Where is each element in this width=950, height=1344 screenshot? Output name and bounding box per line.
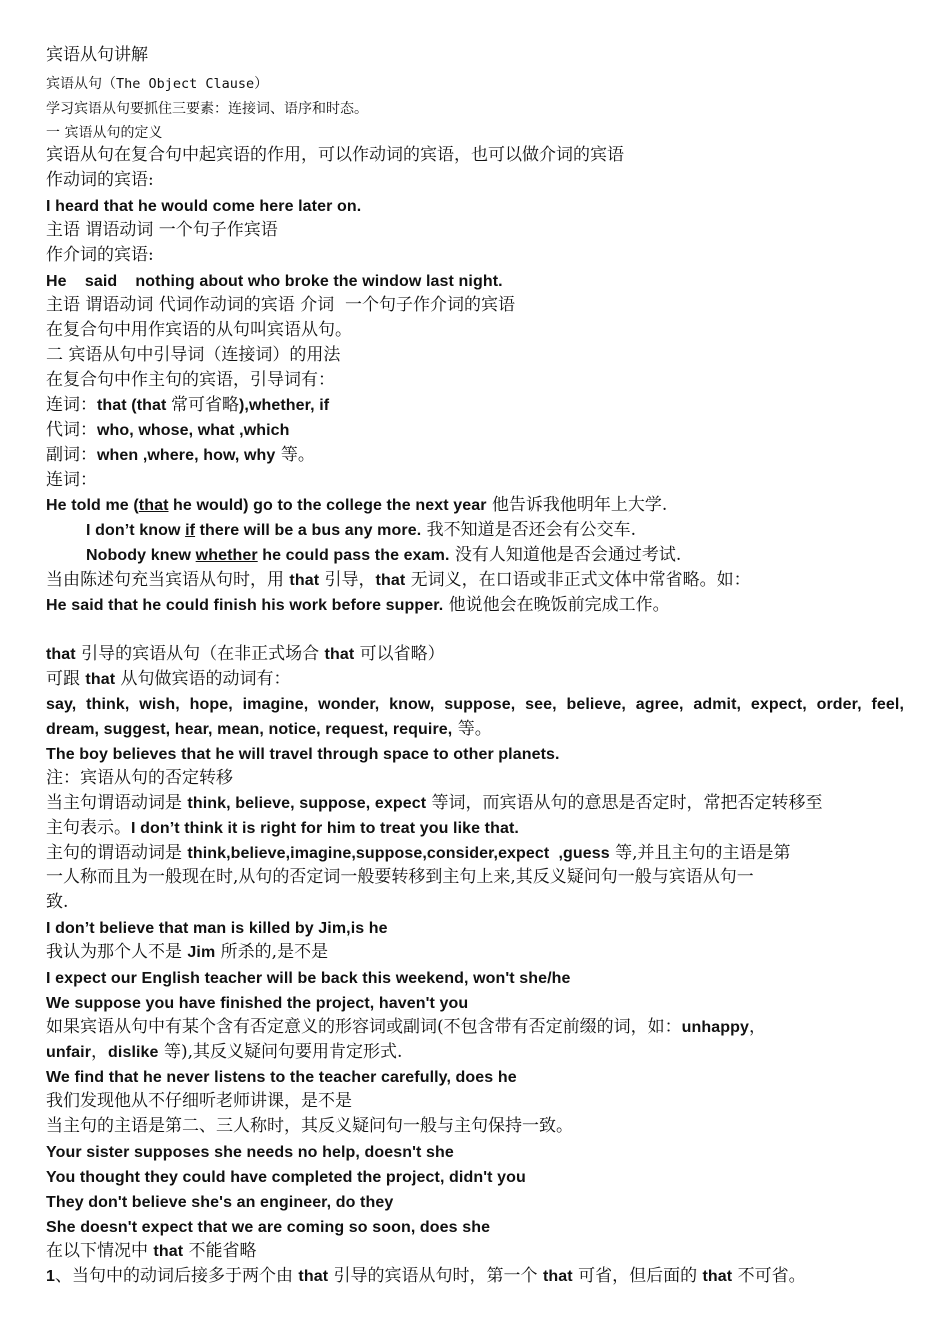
adverb-etc: 等。 <box>275 445 315 465</box>
third-person-rule: 当主句的主语是第二、三人称时，其反义疑问句一般与主句保持一致。 <box>46 1116 573 1136</box>
example-5-part-b: he could pass the exam. <box>257 547 450 564</box>
example-8-cn-jim: Jim <box>187 944 216 961</box>
statement-rule <box>46 569 751 592</box>
verb-list-line-1: say, think, wish, hope, imagine, wonder, know, suppose, see, believe, agree, admit, expect, order, feel, <box>46 696 904 713</box>
example-3-part-b: he would) go to the college the next year <box>168 497 487 514</box>
conjunction-that: that (that <box>97 397 171 414</box>
section-2-intro: 在复合句中作主句的宾语，引导词有： <box>46 370 335 390</box>
example-5-part-a: Nobody knew <box>86 547 196 564</box>
example-8-translation <box>46 941 328 964</box>
rule-1-b: 引导的宾语从句时，第一个 <box>328 1266 543 1286</box>
example-2-gloss: 主语 谓语动词 代词作动词的宾语 介词 一个句子作介词的宾语 <box>46 295 516 315</box>
verbs-intro-that: that <box>85 671 116 688</box>
that-heading-word: that <box>46 646 76 663</box>
example-7: The boy believes that he will travel through space to other planets. <box>46 746 560 763</box>
negation-rule-1-a: 当主句谓语动词是 <box>46 793 188 813</box>
that-heading-word-2: that <box>324 646 355 663</box>
example-10: We suppose you have finished the project, haven't you <box>46 995 469 1012</box>
example-8: I don’t believe that man is killed by Jim,is he <box>46 920 388 937</box>
example-4-underlined: if <box>185 522 196 539</box>
title-text: 宾语从句讲解 <box>46 45 148 65</box>
rule-1-c: 可省，但后面的 <box>572 1266 703 1286</box>
adverb-row <box>46 444 315 467</box>
verbs-intro-b: 从句做宾语的动词有： <box>115 669 291 689</box>
rule-1-that-1: that <box>298 1268 329 1285</box>
that-clause-heading <box>46 643 445 666</box>
example-13: You thought they could have completed the project, didn't you <box>46 1169 526 1186</box>
conjunction-label: 连词： <box>46 395 97 415</box>
example-2: He said nothing about who broke the window last night. <box>46 273 503 290</box>
statement-rule-a: 当由陈述句充当宾语从句时，用 <box>46 570 290 590</box>
conjunction-note: 常可省略 <box>170 395 239 415</box>
adjective-rule-a: 如果宾语从句中有某个含有否定意义的形容词或副词(不包含带有否定前缀的词，如： <box>46 1017 682 1037</box>
negation-rule-5: 致. <box>46 892 69 912</box>
pronoun-words: who, whose, what ,which <box>97 422 290 439</box>
example-1: I heard that he would come here later on. <box>46 198 362 215</box>
example-15: She doesn't expect that we are coming so soon, does she <box>46 1219 491 1236</box>
cannot-omit-that: that <box>153 1243 184 1260</box>
note-negative-transfer: 注：宾语从句的否定转移 <box>46 768 233 788</box>
section-2-heading: 二 宾语从句中引导词（连接词）的用法 <box>46 345 341 365</box>
prep-object-label: 作介词的宾语: <box>46 245 154 265</box>
adjective-word-dislike: dislike <box>108 1044 159 1061</box>
example-11: We find that he never listens to the teacher carefully, does he <box>46 1069 517 1086</box>
statement-rule-c: 无词义，在口语或非正式文体中常省略。如： <box>405 570 751 590</box>
pronoun-label: 代词： <box>46 420 97 440</box>
example-6 <box>46 594 670 617</box>
example-6-translation: 他说他会在晚饭前完成工作。 <box>443 595 670 615</box>
rule-1-a: 、当句中的动词后接多于两个由 <box>55 1266 299 1286</box>
negation-rule-4: 一人称而且为一般现在时,从句的否定词一般要转移到主句上来,其反义疑问句一般与宾语从句一 <box>46 867 754 887</box>
rule-1-that-2: that <box>542 1268 573 1285</box>
example-5-underlined: whether <box>195 547 258 564</box>
cannot-omit-heading <box>46 1240 257 1263</box>
verbs-intro-a: 可跟 <box>46 669 86 689</box>
subtitle-cn: 宾语从句（ <box>46 76 116 92</box>
cannot-omit-a: 在以下情况中 <box>46 1241 154 1261</box>
negation-rule-1 <box>46 792 823 815</box>
statement-rule-b: 引导， <box>319 570 376 590</box>
example-14: They don't believe she's an engineer, do they <box>46 1194 394 1211</box>
conjunction-label-2: 连词： <box>46 470 97 490</box>
example-3-translation: 他告诉我他明年上大学. <box>486 495 668 515</box>
section-1-heading: 一 宾语从句的定义 <box>46 125 163 141</box>
subtitle-close: ） <box>254 76 269 92</box>
adjective-word-unfair: unfair <box>46 1044 92 1061</box>
example-4 <box>86 519 636 542</box>
negation-rule-3-words: think,believe,imagine,suppose,consider,expect ,guess <box>187 845 610 862</box>
pronoun-row <box>46 419 290 442</box>
doc-title <box>46 44 148 67</box>
section-1-summary: 在复合句中用作宾语的从句叫宾语从句。 <box>46 320 352 340</box>
example-3-underlined: that <box>138 497 169 514</box>
negation-rule-3-a: 主句的谓语动词是 <box>46 843 188 863</box>
verb-list-line-2 <box>46 718 492 741</box>
doc-subtitle <box>46 73 268 96</box>
verb-list-2-words: dream, suggest, hear, mean, notice, request, require, <box>46 721 453 738</box>
statement-that-2: that <box>375 572 406 589</box>
conjunction-rest: ),whether, if <box>238 397 330 414</box>
cannot-omit-b: 不能省略 <box>183 1241 257 1261</box>
adjective-rule-1 <box>46 1016 766 1039</box>
example-12: Your sister supposes she needs no help, doesn't she <box>46 1144 454 1161</box>
verb-object-label: 作动词的宾语: <box>46 170 154 190</box>
example-1-gloss: 主语 谓语动词 一个句子作宾语 <box>46 220 278 240</box>
negation-rule-1-words: think, believe, suppose, expect <box>187 795 427 812</box>
example-6-en: He said that he could finish his work before supper. <box>46 597 444 614</box>
adjective-rule-b: ， <box>91 1042 109 1062</box>
adverb-words: when ,where, how, why <box>97 447 276 464</box>
adjective-comma: ， <box>749 1017 767 1037</box>
verbs-intro <box>46 668 291 691</box>
example-5-translation: 没有人知道他是否会通过考试. <box>449 545 682 565</box>
subtitle-en: The Object Clause <box>116 76 255 92</box>
example-8-cn-b: 所杀的,是不是 <box>215 942 329 962</box>
adjective-rule-2 <box>46 1041 402 1064</box>
example-4-part-a: I don’t know <box>86 522 186 539</box>
rule-1-number: 1 <box>46 1268 55 1285</box>
conjunction-row <box>46 394 329 417</box>
adjective-word-unhappy: unhappy <box>681 1019 750 1036</box>
example-5 <box>86 544 681 567</box>
rule-1 <box>46 1265 806 1288</box>
negation-rule-2 <box>46 817 519 840</box>
that-heading-b: 可以省略） <box>354 644 445 664</box>
statement-that-1: that <box>289 572 320 589</box>
negation-rule-2-a: 主句表示。 <box>46 818 131 838</box>
example-4-translation: 我不知道是否还会有公交车. <box>421 520 637 540</box>
definition-line: 宾语从句在复合句中起宾语的作用，可以作动词的宾语，也可以做介词的宾语 <box>46 145 624 165</box>
negation-rule-3 <box>46 842 791 865</box>
rule-1-d: 不可省。 <box>732 1266 806 1286</box>
adverb-label: 副词： <box>46 445 97 465</box>
negation-rule-2-example: I don’t think it is right for him to treat you like that. <box>131 820 519 837</box>
negation-rule-1-b: 等词，而宾语从句的意思是否定时，常把否定转移至 <box>426 793 823 813</box>
example-9: I expect our English teacher will be back this weekend, won't she/he <box>46 970 571 987</box>
that-heading-a: 引导的宾语从句（在非正式场合 <box>75 644 325 664</box>
example-4-part-b: there will be a bus any more. <box>195 522 422 539</box>
example-3-part-a: He told me ( <box>46 497 139 514</box>
example-3 <box>46 494 667 517</box>
negation-rule-3-b: 等,并且主句的主语是第 <box>609 843 791 863</box>
rule-1-that-3: that <box>702 1268 733 1285</box>
intro-line: 学习宾语从句要抓住三要素：连接词、语序和时态。 <box>46 101 368 117</box>
example-8-cn-a: 我认为那个人不是 <box>46 942 188 962</box>
adjective-rule-c: 等),其反义疑问句要用肯定形式. <box>158 1042 403 1062</box>
verb-list-etc: 等。 <box>452 719 492 739</box>
example-11-translation: 我们发现他从不仔细听老师讲课，是不是 <box>46 1091 352 1111</box>
